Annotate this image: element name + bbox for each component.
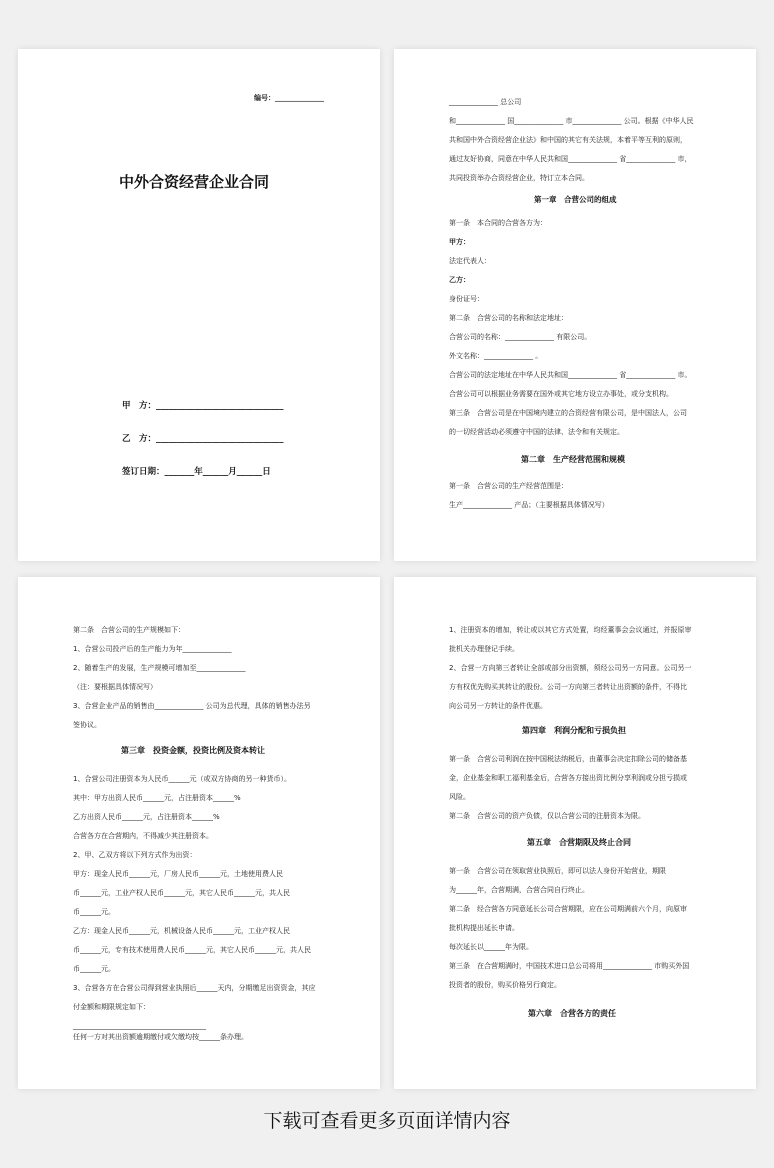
chapter-heading: 第二章 生产经营范围和规模 [521,455,625,464]
text-line: 币______元，工业产权人民币______元，其它人民币______元，共人民 [73,889,290,897]
text-line: 第三条 合营公司是在中国境内建立的合资经营有限公司，是中国法人，公司 [449,409,687,417]
text-line: 1、合营公司投产后的生产能力为年______________ [73,645,232,653]
text-line: 1、注册资本的增加，转让或以其它方式处置，均经董事会会议通过，并报原审 [449,626,692,634]
text-line: 共和国中外合资经营企业法》和中国的其它有关法规，本着平等互利的原则， [449,136,687,144]
text-line: 3、合营各方在合营公司得到营业执照后______天内，分期缴足出资资金，其应 [73,984,316,992]
text-line: 第一条 合营公司利润在按中国税法纳税后，由董事会决定扣除公司的储备基 [449,755,687,763]
text-line: 币______元，专有技术使用费人民币______元，其它人民币______元，共人民 [73,946,311,954]
text-line: 币______元。 [73,908,115,916]
text-line: 共同投资举办合资经营企业，特订立本合同。 [449,174,589,182]
text-line: 甲方： [449,238,470,246]
text-line: 2、甲、乙双方将以下列方式作为出资： [73,851,197,859]
chapter-heading: 第四章 利润分配和亏损负担 [522,726,626,735]
text-line: 批机关办理登记手续。 [449,645,519,653]
sign-date-field: 签订日期：_______年______月______日 [122,467,271,477]
text-line: 外文名称：______________ 。 [449,352,543,360]
text-line: 投资者的股份，购买价格另行商定。 [449,981,561,989]
text-line: ______________ 总公司 [449,98,522,106]
contract-page-2 [394,49,756,561]
text-line: 为______年，合营期满，合营合同自行终止。 [449,886,589,894]
contract-title: 中外合资经营企业合同 [119,173,270,191]
text-line: （注：要根据具体情况写） [73,683,157,691]
text-line: 合营公司的法定地址在中华人民共和国______________ 省______________ 市。 [449,371,692,379]
contract-page-3 [18,577,380,1089]
text-line: 合营公司可以根据业务需要在国外或其它地方设立办事处，或分支机构。 [449,390,673,398]
text-line: 2、合营一方向第三者转让全部或部分出资额，须经公司另一方同意。公司另一 [449,664,692,672]
text-line: 每次延长以______年为限。 [449,943,533,951]
text-line: 合营公司的名称：______________ 有限公司。 [449,333,592,341]
text-line: 第二条 合营公司的资产负债，仅以合营公司的注册资本为限。 [449,812,645,820]
text-line: 方有权优先购买其转让的股份。公司一方向第三者转让出资额的条件，不得比 [449,683,687,691]
text-line: 第一条 合营公司的生产经营范围是： [449,482,568,490]
chapter-heading: 第六章 合营各方的责任 [528,1009,616,1018]
chapter-heading: 第三章 投资金额，投资比例及资本转让 [121,746,265,755]
chapter-heading: 第五章 合营期限及终止合同 [527,838,631,847]
text-line: 其中：甲方出资人民币______元，占注册资本______% [73,794,241,802]
text-line: 向公司另一方转让的条件优惠。 [449,702,547,710]
text-line: 和______________ 国______________ 市______________ 公司。根据《中华人民 [449,117,694,125]
serial-number: 编号：______________ [254,94,324,102]
text-line: 身份证号： [449,295,484,303]
text-line: 乙方： [449,276,470,284]
text-line: 通过友好协商，同意在中华人民共和国______________ 省______________ 市， [449,155,692,163]
text-line: 乙方出资人民币______元，占注册资本______% [73,813,220,821]
text-line: 3、合营企业产品的销售由______________ 公司为总代理，具体的销售办法另 [73,702,311,710]
text-line: 第二条 合营公司的生产规模如下： [73,626,185,634]
text-line: 第二条 合营公司的名称和法定地址： [449,314,568,322]
chapter-heading: 第一章 合营公司的组成 [534,195,617,204]
text-line: 第一条 本合同的合营各方为： [449,219,547,227]
text-line: 法定代表人： [449,257,491,265]
text-line: 乙方：现金人民币______元，机械设备人民币______元，工业产权人民 [73,927,290,935]
text-line: 合营各方在合营期内，不得减少其注册资本。 [73,832,213,840]
contract-cover-page [18,49,380,561]
text-line: 第三条 在合营期满时，中国技术进口总公司将用______________ 市购买外国 [449,962,690,970]
text-line: 第二条 经合营各方同意延长公司合营期限，应在公司期满前六个月，向原审 [449,905,687,913]
text-line: 币______元。 [73,965,115,973]
text-line: 金，企业基金和职工福利基金后，合营各方接出资比例分享利润或分担亏损或 [449,774,687,782]
text-line: 签协议。 [73,721,101,729]
text-line: 的一切经营活动必须遵守中国的法律、法令和有关规定。 [449,428,624,436]
download-more-caption[interactable]: 下载可查看更多页面详情内容 [263,1110,511,1132]
text-line: 付金额和期限规定如下： [73,1003,150,1011]
text-line: 风险。 [449,793,470,801]
text-line: ______________________________________ [73,1022,206,1030]
text-line: 第一条 合营公司在领取营业执照后，即可以法人身份开始营业，期限 [449,867,666,875]
contract-page-4 [394,577,756,1089]
text-line: 生产______________ 产品；（主要根据具体情况写） [449,501,609,509]
party-b-field: 乙 方：______________________________ [122,434,284,444]
text-line: 甲方：现金人民币______元，厂房人民币______元，土地使用费人民 [73,870,283,878]
text-line: 任何一方对其出资额逾期缴付或欠缴均按______条办理。 [73,1033,248,1041]
party-a-field: 甲 方：______________________________ [122,401,284,411]
text-line: 1、合营公司注册资本为人民币______元（或双方协商的另一种货币）。 [73,775,291,783]
text-line: 批机构提出延长申请。 [449,924,519,932]
text-line: 2、随着生产的发展，生产规模可增加至______________ [73,664,246,672]
